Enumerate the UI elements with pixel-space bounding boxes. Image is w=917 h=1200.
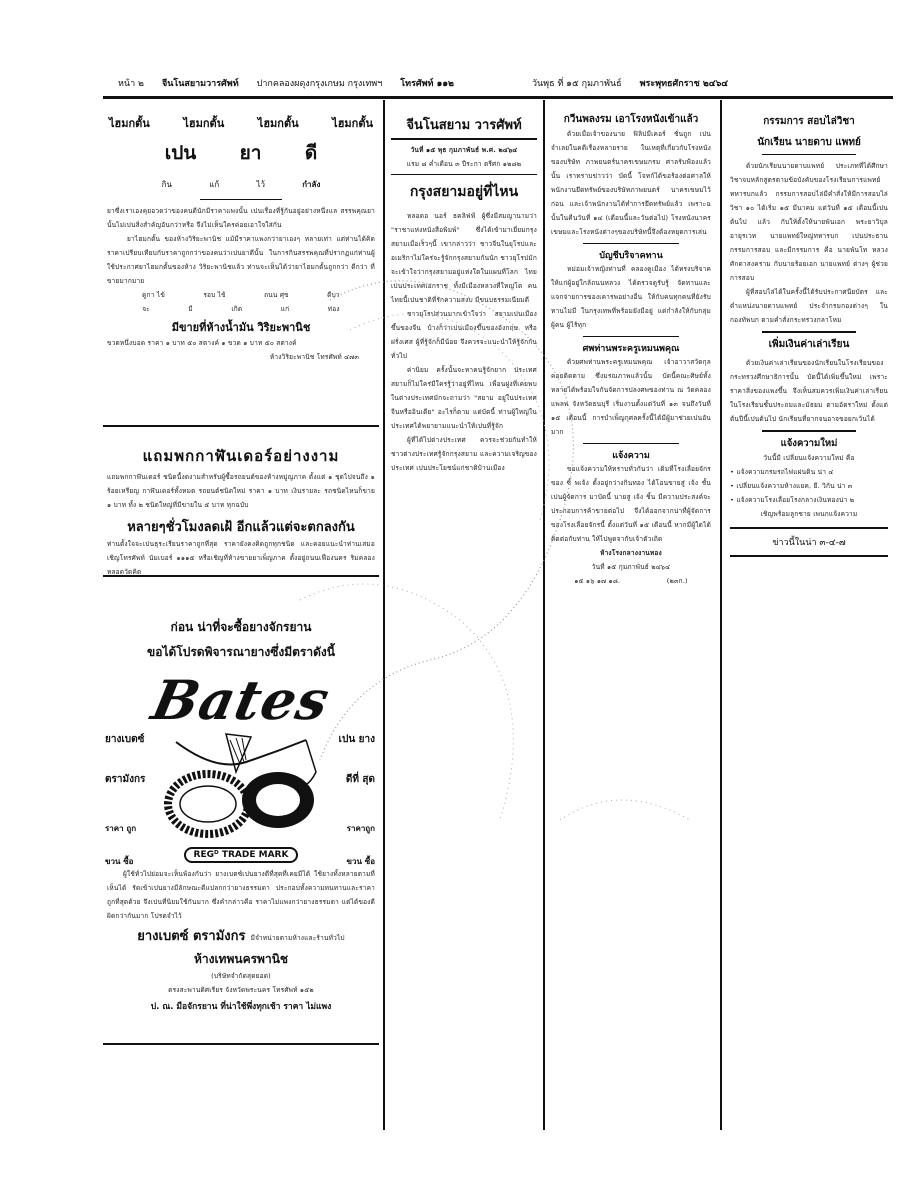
sub-word: ไว้: [256, 180, 265, 189]
divider: [103, 575, 379, 577]
new-notice-item-text: แจ้งความกรมรถไฟแผ่นดิน น่า ๔: [736, 468, 834, 476]
list-cell: มี: [188, 305, 193, 313]
new-notice-item-text: แจ้งความโรงเลื่อยโรงกลางเงินทองน่า ๒: [736, 496, 855, 504]
bates-intro-2: ขอได้โปรดพิจารณายางซึ่งมีตราดังนี้: [147, 645, 335, 659]
donation-body: หม่อมเจ้าหญิงท่านที่ คลองคูเมือง ได้ทรงบริจาคให้แก่ผู้อยู่ใกล้ถนนหลวง ได้ตรวจดูรับรู้ จัดทานและแจกจ่ายการของเคารพอย่างอื่น ให้กับคนทุกคนที่ยังรับทานไม่มี ในกรุงเทพที่พร้อมยังมีอยู่ แด่กำลังให้กับกลุ่มผู้คน ผู้ไร้ทุก: [551, 265, 711, 329]
dragon-tyre-illustration: [156, 732, 326, 842]
bates-right-label: เปน ยาง: [338, 734, 375, 745]
divider: [583, 443, 679, 444]
list-cell: จะ: [142, 305, 150, 313]
list-cell: รอบ ไข้: [203, 291, 226, 299]
notice-signature: ห้างโรงกลางงานทอง: [600, 549, 662, 557]
list-cell: ดูกา ไข้: [142, 291, 165, 299]
bates-logo: Bates: [146, 668, 336, 732]
bates-left-label: ราคา ถูก: [105, 824, 137, 833]
ad-header-word: ไฮมกตั้น: [183, 117, 225, 130]
tuition-body: ด้วยเงินค่าเล่าเรียนของนักเรียนในโรงเรียนของกระทรวงศึกษาธิการนั้น บัดนี้ได้เพิ่มขึ้นใหม่ เพราะราคาสิ่งของแพงขึ้น จึงเห็นสมควรเพิ่มเงินค่าเล่าเรียนในโรงเรียนชั้นประถมและมัธยม ตามอัตราใหม่ ตั้งแต่ต้นปีนี้เปนต้นไป นักเรียนที่ยากจนอาจขอยกเว้นได้: [730, 359, 888, 423]
bates-product-name: ยางเบตซ์ ตรามังกร: [137, 929, 246, 944]
ad-medicine-slogan: [103, 132, 379, 168]
issue-year: พระพุทธศักราช ๒๔๖๔: [639, 79, 729, 89]
news-headline: กวีนพลงรม เอาโรงหนังเข้าแล้ว: [563, 114, 699, 125]
column-editorial: [383, 100, 541, 1130]
ad-medicine-seller: มีขายที่ห้างน้ำมัน วิริยะพานิช: [171, 321, 311, 334]
bates-footer: ป. ณ. มือจักรยาน ที่น่าใช้พึ่งทุกเช้า ราคา ไม่แพง: [150, 1002, 332, 1012]
exam-headline-2: นักเรียน นายดาบ แพทย์: [757, 137, 861, 148]
ad-calendar: [103, 430, 379, 576]
new-notice-item-text: เชิญพร้อมลูกชาย เพนกแจ้งความ: [760, 510, 858, 518]
list-cell: ดีบา: [327, 291, 340, 299]
ad-medicine-subwords: [103, 168, 379, 195]
sub-word: กิน: [161, 180, 172, 189]
donation-title: บัญชีบริจาคทาน: [599, 251, 663, 261]
slogan-word: เปน: [164, 142, 197, 164]
notice-footer: [551, 574, 711, 588]
notice-date: วันที่ ๑๕ กุมภาพันธ์ ๒๔๖๔: [591, 563, 671, 571]
list-cell: ท่อง: [327, 305, 340, 313]
bates-dealer: ห้างเทพนครพานิช: [193, 952, 289, 966]
divider: [583, 336, 679, 337]
paper-phone: โทรศัพท์ ๑๑๒: [400, 79, 454, 89]
divider: [200, 199, 283, 200]
divider: [730, 555, 888, 557]
ad-medicine-detail: ขวดหนึ่งบอด ราคา ๑ บาท ๕๐ สตางค์ ๑ ขวด ๑ บาท ๕๐ สตางค์: [107, 339, 297, 347]
tuition-title: เพิ่มเงินค่าเล่าเรียน: [768, 339, 850, 350]
notice-body: ขอแจ้งความให้ทราบทั่วกันว่า เดิมที่โรงเลื่อยจักรของ ซิ้ พเจ้ง ตั้งอยู่กว่างกินทอง ได้โอนขายสู่ เจ้ง ชั้นเปนผู้จัดการ มาบัดนี้ นายสู เจ้ง ชิ้น มีความประสงค์จะประกอบการค้าขายต่อไป จึงได้ออกจากน่าที่ผู้จัดการของโรงเลื่อยจักรนี้ ตั้งแต่วันที่ ๑๕ เดือนนี้ หากมีผู้ใดได้ติดต่อกับท่าน ให้ไปพูดจากับเจ้าตัวเถิด: [551, 465, 711, 543]
sub-word: แก้: [209, 180, 220, 189]
list-cell: เกิด: [231, 305, 243, 313]
ad-calendar-body: แถมพกกาฬันเดอร์ ชนิดนี้งดงามสำหรับผู้ซื้อรถยนต์ของห้างหมู่ญภาค ตั้งแต่ ๑ ชุดไปจนถึง ๑ ร้อยเหรียญ กาฬันเดอร์ทั้งหมด รถยนต์ชนิดใหม่ ราคา ๑ บาท เงินรายละ รถชนิดไหนก็ขาย ๑ บาท ทั้ง ๒ ชนิดใหญ่ที่มีขายใน ๕ บาท ทุกฉบับ: [107, 473, 375, 509]
divider: [762, 154, 857, 155]
issue-date-line: วันที่ ๑๕ พุธ กุมภาพันธ์ พ.ศ. ๒๔๖๔: [410, 146, 518, 154]
exam-para: ผู้ที่สอบไล่ได้ในครั้งนี้ได้รับประกาศนียบัตร และตำแหน่งนายดาบแพทย์ ประจำกรมกองต่างๆ ในกองทัพบก ตามคำสั่งกระทรวงกลาโหม: [730, 288, 888, 324]
bates-product-line: [103, 925, 379, 946]
new-notice-item: • แจ้งความกรมรถไฟแผ่นดิน น่า ๔: [730, 468, 834, 476]
bates-product-note: มีจำหน่ายตามห้างและร้านทั่วไป: [250, 934, 345, 942]
bates-left-label: ขวน ซื้อ: [105, 857, 134, 866]
divider: [762, 430, 857, 432]
list-cell: ถนน ศุข: [264, 291, 289, 299]
ad-header-word: ไฮมกตั้น: [109, 117, 150, 130]
new-notices-title: แจ้งความใหม่: [780, 438, 838, 449]
new-notices-intro: วันนี้มี เปลี่ยนแจ้งความใหม่ คือ: [763, 454, 855, 462]
ad-medicine-footer: ห้างวิริยะพานิช โทรศัพท์ ๔๗๓: [269, 353, 359, 361]
ad-medicine-body-2: ยาไฮมกตั้น ของห้างวิริยะพานิช แม้มีราคาแพงกว่ายาเองๆ หลายเท่า แต่ท่านได้คิดราคาเปรียบเทียบกับราคาถูกกว่าของคนว่าเปนยาดีนั้น ในการกินสรรพคุณที่ปรากฏแก่ท่านผู้ใช้ประกาศยาไฮมกตั้นของห้าง วิริยะพานิชแล้ว ท่านจะเห็นได้ว่ายาไฮมกตั้นถูกกว่า ดีกว่า ที่ขายมากมาย: [107, 235, 375, 285]
bates-dealer-sub: (บริษัทจำกัดสุดยอด): [211, 972, 271, 980]
divider: [583, 243, 679, 244]
ad-calendar-headline: หลายๆชั่วโมงลดเฝ้ อีกแล้วแต่จะตกลงกัน: [127, 520, 355, 535]
ad-header-word: ไฮมกตั้น: [257, 117, 299, 130]
divider: [391, 138, 537, 140]
new-notice-item: [730, 507, 888, 521]
bates-right-label: ราคาถูก: [346, 824, 375, 833]
lunar-date-line: แรม ๘ ค่ำเดือน ๓ ปีระกา ตรีศก ๑๒๘๒: [406, 160, 522, 168]
paper-title: จีนโนสยาม วารศัพท์: [406, 118, 522, 133]
ad-medicine-list-1: [103, 288, 379, 302]
new-notice-item: • แจ้งความโรงเลื่อยโรงกลางเงินทองน่า ๒: [730, 496, 855, 504]
divider: [391, 174, 537, 175]
divider: [103, 425, 379, 427]
ad-header-word: ไฮมกตั้น: [332, 117, 373, 130]
funeral-title: ศพท่านพระครูเหมนพคุณ: [582, 344, 680, 354]
bates-intro-1: ก่อน น่าที่จะซื้อยางจักรยาน: [170, 620, 312, 634]
funeral-body: ด้วยศพท่านพระครูเหมนพคุณ เจ้าอาวาสวัดกุลคอยติดตาม ซึ่งมรณภาพแล้วนั้น บัดนี้คณะศิษย์ทั้งหลายได้พร้อมใจกันจัดการปลงศพของท่าน ณ วัดคลองแพลพ จังหวัดธนบุรี เริ่มงานตั้งแต่วันที่ ๑๓ จนถึงวันที่ ๑๕ เดือนนี้ การบำเพ็ญกุศลครั้งนี้ได้มีผู้มาช่วยเปนอันมาก: [551, 358, 711, 436]
divider: [103, 1043, 379, 1045]
bates-body: ผู้ใช้ทั่วไปย่อมจะเห็นพ้องกันว่า ยางเบตซ์เปนยางดีที่สุดที่เคยมีได้ ใช้ยางทั้งหลายตามที่เห็นได้ รัดเข้าเปนยางมีลักษณะดีแปลกกว่ายางธรรมดา ประกอบทั้งความทนทานและราคาถูกที่สุดด้วย จึงเปนที่นิยมใช้กันมาก ซึ่งคำกล่าวคือ ราคาไม่แพงกว่ายางธรรมดา แต่ได้ของดีผิดกว่ากันมาก โปรดจำไว้: [107, 870, 375, 920]
bates-right-label: ขวน ซื้อ: [346, 857, 375, 866]
editorial-para: ชาวยุโรปส่วนมากเข้าใจว่า สยามเปนเมืองขึ้นของจีน บ้างก็ว่าเปนเมืองขึ้นของอังกฤษ หรือฝรั่งเศส ผู้ที่รู้จักก็มีน้อย จึงควรจะแนะนำให้รู้จักกันทั่วไป: [391, 310, 537, 360]
bates-dealer-address: ตรงสะพานดิศเรียร จังหวัดพระนคร โทรศัพท์ ๑๕๒: [168, 986, 314, 994]
masthead-rule: [103, 96, 893, 99]
slogan-word: ดี: [304, 142, 318, 164]
exam-headline-1: กรรมการ สอบไล่วิชา: [763, 116, 855, 127]
slogan-word: ยา: [239, 142, 262, 164]
column-announcements: [720, 100, 892, 1130]
divider: [730, 527, 888, 529]
ad-medicine-body-1: ยาซึ่งเราเองคุยอวดว่าของคนดีนักมีราคาแพงนั้น เปนเรื่องที่รู้กันอยู่อย่างหนึ่งแล สรรพคุณยานั้นไม่เปนสิ่งสำคัญอันกว่าหรือ จึงไม่เห็นใครค่อยเอาใจใส่กัน: [107, 207, 375, 229]
ad-medicine-list-2: [103, 302, 379, 316]
paper-address: ปากคลองผดุงกรุงเกษม กรุงเทพฯ: [256, 79, 383, 89]
column-advertisements: [103, 100, 379, 1130]
exam-para: ด้วยนักเรียนนายดาบแพทย์ ประเภทที่ได้ศึกษาวิชาจบหลักสูตรตามข้อบังคับของโรงเรียนการแพทย์ ทหารบกแล้ว กรรมการสอบไล่มีคำสั่งให้มีการสอบไล่วิชา ๑๐ ได้เริ่ม ๑๕ มีนาคม แต่วันที่ ๑๕ เดือนนี้เปนต้นไป แล้ว กับให้ตั้งให้นายพันเอก พระยาวิบุลอายุรเวท นายแพทย์ใหญ่ทหารบก เปนประธานกรรมการสอบ และมีกรรมการ คือ นายพันโท หลวงศักดาสงคราม กับนายร้อยเอก นายแพทย์ ต่างๆ ผู้ช่วยการสอบ: [730, 162, 888, 282]
sub-word: กำลัง: [302, 180, 321, 189]
ad-bates-tyres: [103, 580, 379, 1040]
new-notice-item-text: เปลี่ยนแจ้งความห้างแยค, ยี. วิกัน น่า ๓: [736, 482, 853, 490]
editorial-para: ผู้ที่ได้ไปต่างประเทศ ควรจะช่วยกันทำให้ชาวต่างประเทศรู้จักกรุงสยาม และความเจริญของประเทศ เปนประโยชน์แก่ชาติบ้านเมือง: [391, 436, 537, 472]
editorial-headline: กรุงสยามอยู่ที่ไหน: [409, 184, 519, 200]
ad-medicine-header: [103, 100, 379, 132]
bates-left-label: ยางเบตซ์: [105, 734, 145, 745]
editorial-para: หลอดอ นอร์ ธคลิฟฟ์ ผู้ซึ่งมีสมญานามว่า "ราชาแห่งหนังสือพิมพ์" ซึ่งได้เข้ามาเยี่ยมกรุงสยามเมื่อเร็วๆนี้ เขากล่าวว่า ชาวจีนในยุโรปและอเมริกาไม่ใคร่จะรู้จักกรุงสยามกันนัก ชาวยุโรปมักจะเข้าใจว่ากรุงสยามอยู่แห่งใดในแผนที่โลก ไทยเปนประเทศเอกราช ทั้งมีเมืองหลวงที่ใหญ่โต คนไทยนี้เปนชาติที่รักความสงบ มีขนบธรรมเนียมดี: [391, 212, 537, 304]
page-number: หน้า ๒: [118, 79, 144, 89]
notice-footer-numbers: ๑๕ ๑๖ ๑๗ ๑๘.: [574, 577, 621, 585]
list-cell: แก่: [280, 305, 290, 313]
continued-label: ข่าวนี้ในน่า ๓-๔-๗: [772, 538, 846, 548]
masthead: [118, 74, 898, 92]
editorial-para: ค่านิยม ครั้งนั้นจะหาคนรู้จักยาก ประเทศสยามก็ไม่ใคร่มีใครรู้ว่าอยู่ที่ไหน เพื่อนฝูงที่เคยพบในต่างประเทศมักจะถามว่า "สยาม อยู่ในประเทศจีนหรืออินเดีย" อะไรก็ตาม แต่บัดนี้ ท่านผู้ใหญ่ในประเทศได้พยายามแนะนำให้เปนที่รู้จัก: [391, 366, 537, 430]
ad-calendar-body-2: ท่านตั้งใจจะเปนธุระเรียนราคาถูกที่สุด ราคายังคงคิดถูกทุกชนิด และคอยแนะนำท่านเสมอ เชิญโทรศัพท์ นัมเบอร์ ๑๑๑๕ หรือเชิญที่ห้างขายยาเพ็ญภาค ตั้งอยู่ถนนเฟื่องนคร ริมคลองหลอดวัดคิด: [107, 540, 375, 576]
ad-calendar-title: แถมพกกาฬันเดอร์อย่างงาม: [142, 447, 340, 465]
divider: [762, 331, 857, 333]
trade-mark-label: REGᴰ TRADE MARK: [184, 847, 299, 863]
ad-medicine: [103, 100, 379, 422]
bates-right-label: ดีที่ สุด: [345, 774, 375, 785]
news-para: ด้วยเมื่อเจ้าของนาย ฟิลิปมีเคอร์ ชั่นถูก เปนจำเลยในคดีเรื่องหลายราย ในเหตุที่เกี่ยวกับโรงหนังของบริษัท ภาพยนตร์นาครเขษมกรม ศาลรับฟ้องแล้วนั้น เราทราบข่าวว่า บัดนี้ โจทก์ได้ขอร้องต่อศาลให้พนักงานยึดทรัพย์ของบริษัทภาพยนตร์ นาครเขษมไว้ก่อน และเจ้าพนักงานได้ทำการยึดทรัพย์แล้ว เพราะฉนั้นในคืนวันที่ ๑๔ (เดือนนี้และวันต่อไป) โรงหนังนาครเขษมและโรงหนังต่างๆของบริษัทนี้จึงต้องหยุดการเล่น: [551, 130, 711, 236]
issue-date: วันพุธ ที่ ๑๕ กุมภาพันธ์: [531, 79, 622, 89]
paper-name: จีนโนสยามวารศัพท์: [161, 79, 239, 89]
bates-left-label: ตรามังกร: [105, 774, 146, 785]
column-news: [543, 100, 715, 1130]
notice-title: แจ้งความ: [612, 451, 650, 461]
notice-footer-code: (๒๓ก.): [666, 577, 688, 585]
new-notice-item: • เปลี่ยนแจ้งความห้างแยค, ยี. วิกัน น่า ๓: [730, 482, 853, 490]
